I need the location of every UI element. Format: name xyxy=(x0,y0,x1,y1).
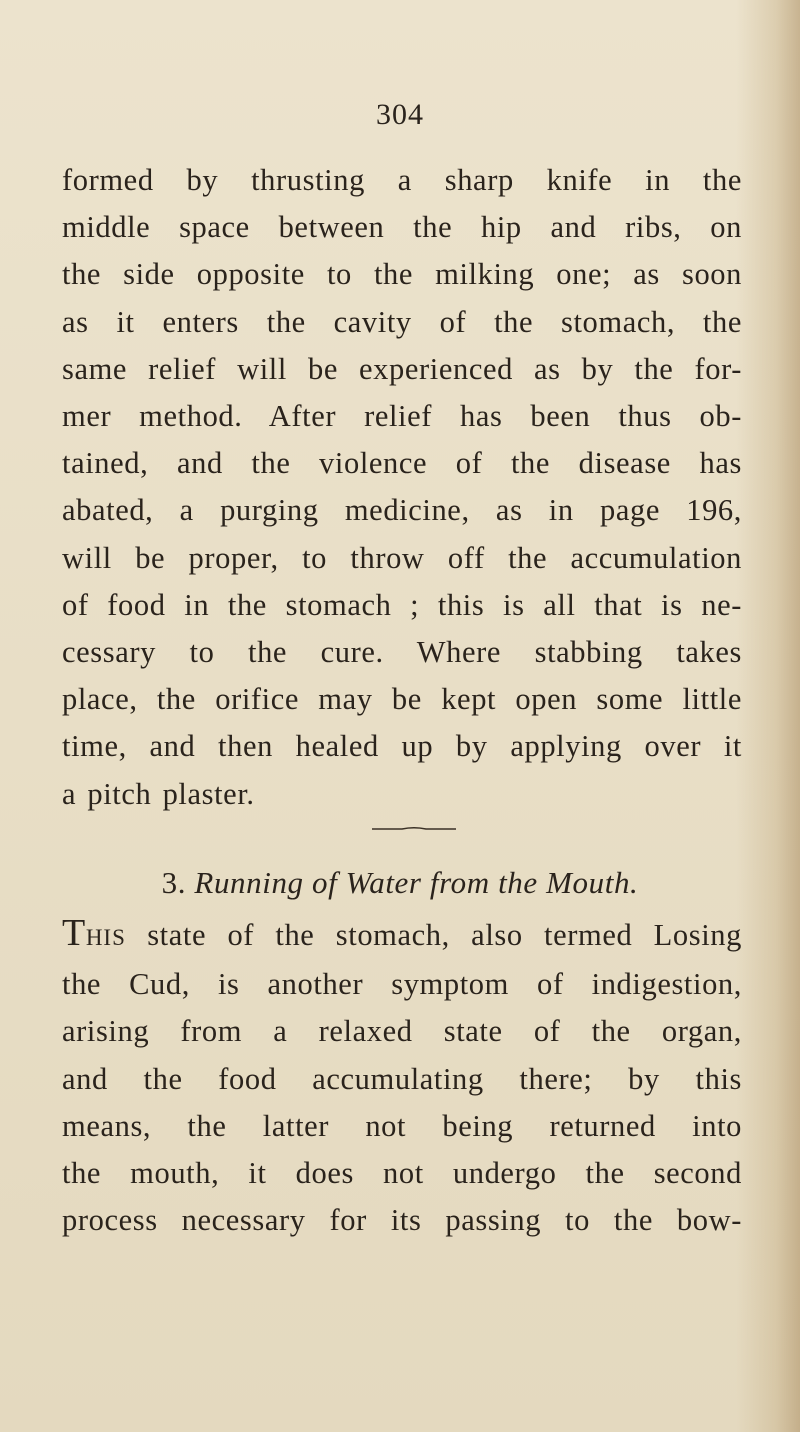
text-line: abated, a purging medicine, as in page 196, xyxy=(62,493,742,528)
text-line: will be proper, to throw off the accumulation xyxy=(62,540,742,575)
text-line: of food in the stomach ; this is all that is ne- xyxy=(62,587,742,622)
text-line: tained, and the violence of the disease has xyxy=(62,446,742,481)
text-line: same relief will be experienced as by the for- xyxy=(62,351,742,386)
text-line: time, and then healed up by applying over it xyxy=(62,729,742,764)
paragraph-2 xyxy=(62,910,742,1244)
drop-cap-word xyxy=(62,912,126,954)
text-line: the Cud, is another symptom of indigestion, xyxy=(62,967,742,1002)
paragraph-1 xyxy=(62,157,742,818)
text-line: cessary to the cure. Where stabbing takes xyxy=(62,635,742,670)
text-line: process necessary for its passing to the bow- xyxy=(62,1203,742,1238)
text-line: means, the latter not being returned into xyxy=(62,1108,742,1143)
section-number: 3. xyxy=(161,865,187,900)
text-line: place, the orifice may be kept open some little xyxy=(62,682,742,717)
text-line: mer method. After relief has been thus ob- xyxy=(62,399,742,434)
first-line-rest: state of the stomach, also termed Losing xyxy=(125,918,742,952)
text-line: formed by thrusting a sharp knife in the xyxy=(62,163,742,197)
section-divider-rule xyxy=(372,826,456,829)
page-number: 304 xyxy=(376,98,424,131)
drop-cap: T xyxy=(62,912,86,954)
text-line: arising from a relaxed state of the organ, xyxy=(62,1014,742,1049)
section-title: Running of Water from the Mouth. xyxy=(194,865,639,900)
text-line: the mouth, it does not undergo the second xyxy=(62,1156,742,1191)
small-caps: HIS xyxy=(85,925,126,950)
text-line: the side opposite to the milking one; as soon xyxy=(62,257,742,292)
divider-line xyxy=(372,826,456,832)
text-line: a pitch plaster. xyxy=(62,776,255,811)
text-line-first xyxy=(62,910,742,961)
text-line: and the food accumulating there; by this xyxy=(62,1061,742,1096)
text-line: as it enters the cavity of the stomach, the xyxy=(62,304,742,339)
section-heading xyxy=(0,865,800,901)
text-line: middle space between the hip and ribs, on xyxy=(62,210,742,245)
